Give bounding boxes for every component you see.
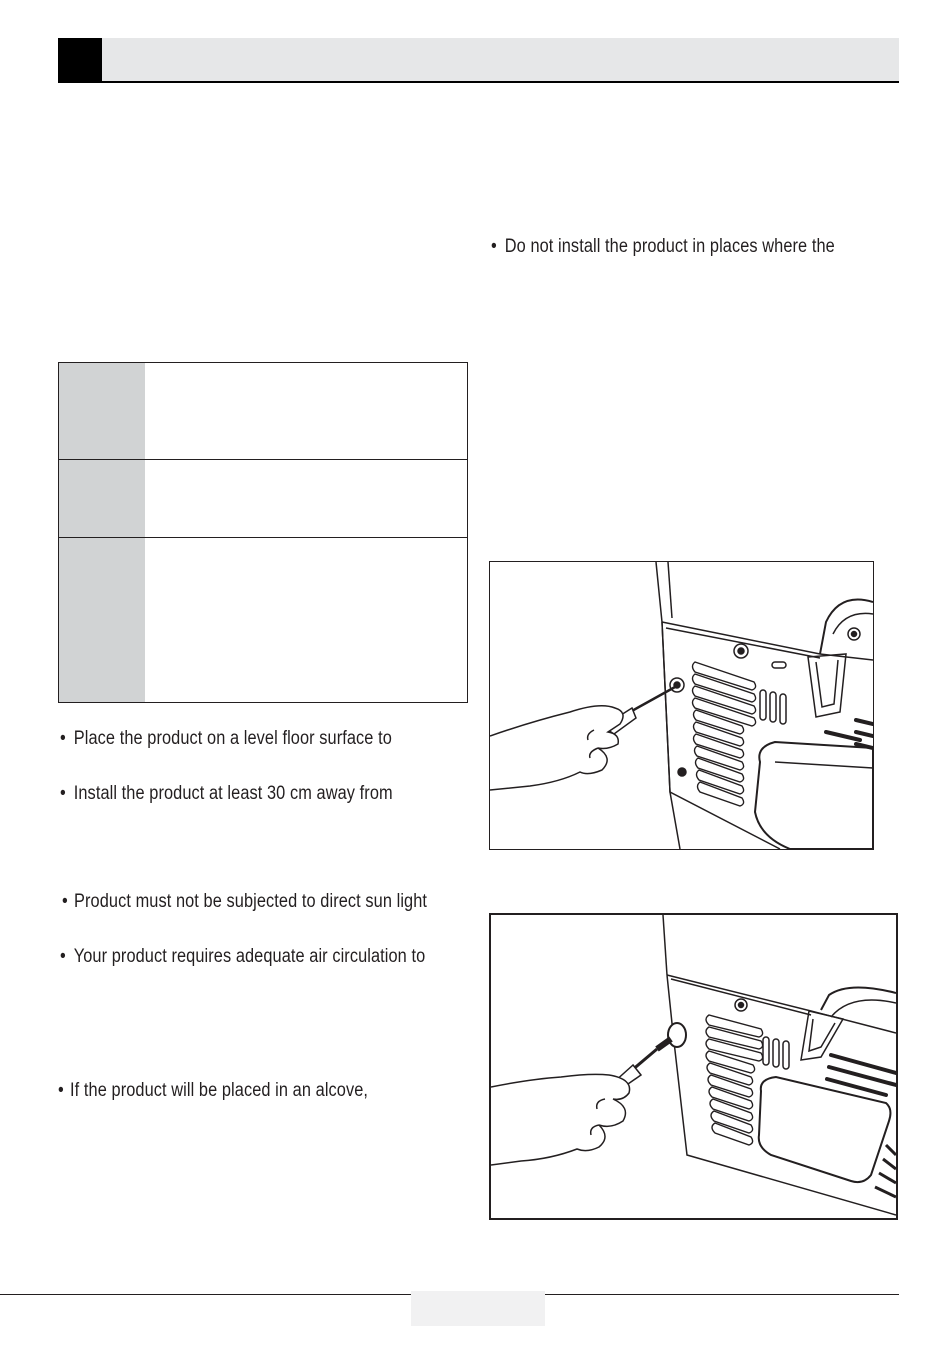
page-number-tab [411,1291,545,1326]
hand-screwdriver-illustration [491,915,896,1218]
illustration-figure-2 [489,913,898,1220]
bullet-alcove [58,1080,368,1102]
section-header-bar [58,38,899,82]
bullet-glyph: • [60,946,66,967]
bullet-glyph: • [58,1080,64,1101]
table-label-cell [59,460,145,537]
table-row [59,363,467,460]
table-row [59,460,467,538]
bullet-glyph: • [60,783,66,804]
hand-screwdriver-illustration [490,562,873,849]
bullet-distance [60,783,393,805]
bullet-glyph: • [62,891,68,912]
table-label-cell [59,363,145,459]
table-row [59,538,467,702]
illustration-figure-1 [489,561,874,850]
bullet-text: Do not install the product in places where the [504,236,835,257]
bullet-text: Install the product at least 30 cm away from [73,783,393,804]
bullet-glyph: • [60,728,66,749]
section-number-block [58,38,102,82]
header-divider [58,81,899,83]
bullet-text: Place the product on a level floor surface to [73,728,392,749]
info-table [58,362,468,703]
bullet-text: Product must not be subjected to direct sun light [74,891,428,912]
bullet-install-places [491,236,835,258]
bullet-sun-light [62,891,427,913]
bullet-air-circulation [60,946,425,968]
bullet-text: Your product requires adequate air circulation to [73,946,426,967]
bullet-glyph: • [491,236,497,257]
bullet-level-floor [60,728,392,750]
bullet-text: If the product will be placed in an alcove, [70,1080,369,1101]
table-label-cell [59,538,145,702]
